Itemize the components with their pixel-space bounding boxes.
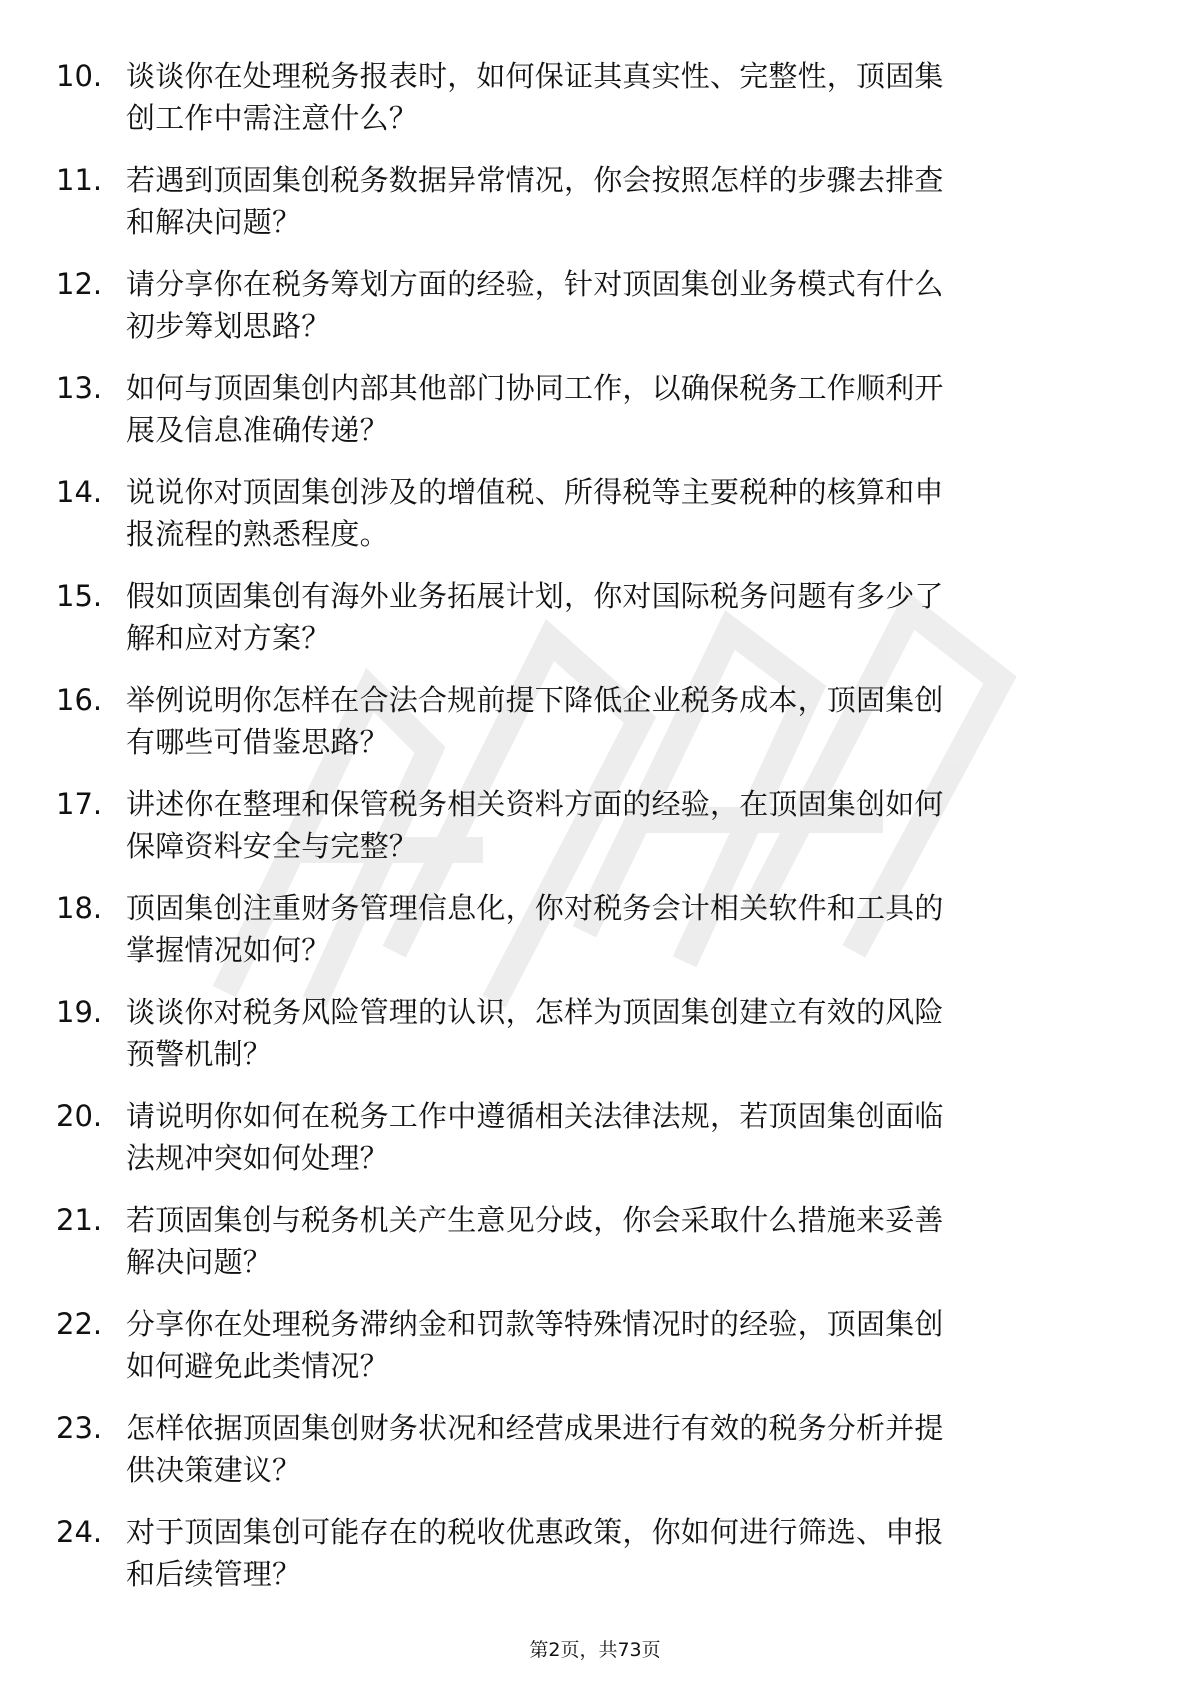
question-text-line2: 报流程的熟悉程度。	[126, 517, 389, 551]
question-item	[56, 367, 1136, 471]
question-item	[56, 1511, 1136, 1615]
question-number: 13.	[56, 371, 103, 405]
question-text-line1: 分享你在处理税务滞纳金和罚款等特殊情况时的经验，顶固集创	[126, 1307, 944, 1341]
question-text-line2: 掌握情况如何？	[126, 933, 331, 967]
question-number: 22.	[56, 1307, 103, 1341]
question-text-line2: 解和应对方案？	[126, 621, 331, 655]
question-text-line2: 预警机制？	[126, 1037, 273, 1071]
question-number: 20.	[56, 1099, 103, 1133]
question-text-line2: 供决策建议？	[126, 1453, 302, 1487]
question-text-line1: 请说明你如何在税务工作中遵循相关法律法规，若顶固集创面临	[126, 1099, 944, 1133]
question-number: 21.	[56, 1203, 103, 1237]
question-text-line1: 请分享你在税务筹划方面的经验，针对顶固集创业务模式有什么	[126, 267, 944, 301]
question-number: 11.	[56, 163, 103, 197]
question-item	[56, 1407, 1136, 1511]
question-number: 17.	[56, 787, 103, 821]
question-item	[56, 575, 1136, 679]
question-text-line2: 初步筹划思路？	[126, 309, 331, 343]
question-text-line2: 法规冲突如何处理？	[126, 1141, 389, 1175]
question-number: 24.	[56, 1515, 103, 1549]
question-item	[56, 1095, 1136, 1199]
question-text-line2: 和解决问题？	[126, 205, 302, 239]
question-number: 12.	[56, 267, 103, 301]
question-text-line1: 对于顶固集创可能存在的税收优惠政策，你如何进行筛选、申报	[126, 1515, 944, 1549]
question-text-line1: 若遇到顶固集创税务数据异常情况，你会按照怎样的步骤去排查	[126, 163, 944, 197]
question-text-line1: 说说你对顶固集创涉及的增值税、所得税等主要税种的核算和申	[126, 475, 944, 509]
question-number: 18.	[56, 891, 103, 925]
question-number: 16.	[56, 683, 103, 717]
question-text-line1: 讲述你在整理和保管税务相关资料方面的经验，在顶固集创如何	[126, 787, 944, 821]
question-number: 14.	[56, 475, 103, 509]
page-footer	[0, 1638, 1190, 1662]
question-item	[56, 783, 1136, 887]
question-item	[56, 887, 1136, 991]
question-text-line1: 如何与顶固集创内部其他部门协同工作，以确保税务工作顺利开	[126, 371, 944, 405]
question-text-line1: 若顶固集创与税务机关产生意见分歧，你会采取什么措施来妥善	[126, 1203, 944, 1237]
question-text-line1: 假如顶固集创有海外业务拓展计划，你对国际税务问题有多少了	[126, 579, 944, 613]
question-item	[56, 1303, 1136, 1407]
question-text-line1: 怎样依据顶固集创财务状况和经营成果进行有效的税务分析并提	[126, 1411, 944, 1445]
question-item	[56, 159, 1136, 263]
question-item	[56, 263, 1136, 367]
page-number-label: 第2页，共73页	[529, 1639, 661, 1661]
question-text-line2: 解决问题？	[126, 1245, 273, 1279]
question-text-line1: 谈谈你对税务风险管理的认识，怎样为顶固集创建立有效的风险	[126, 995, 944, 1029]
question-item	[56, 55, 1136, 159]
question-text-line2: 展及信息准确传递？	[126, 413, 389, 447]
question-item	[56, 991, 1136, 1095]
question-text-line2: 保障资料安全与完整？	[126, 829, 419, 863]
question-number: 15.	[56, 579, 103, 613]
question-text-line2: 创工作中需注意什么？	[126, 101, 419, 135]
question-text-line1: 谈谈你在处理税务报表时，如何保证其真实性、完整性，顶固集	[126, 59, 944, 93]
question-item	[56, 679, 1136, 783]
question-number: 19.	[56, 995, 103, 1029]
question-text-line1: 顶固集创注重财务管理信息化，你对税务会计相关软件和工具的	[126, 891, 944, 925]
question-text-line2: 有哪些可借鉴思路？	[126, 725, 389, 759]
question-list	[56, 55, 1136, 1615]
question-text-line1: 举例说明你怎样在合法合规前提下降低企业税务成本，顶固集创	[126, 683, 944, 717]
question-number: 10.	[56, 59, 103, 93]
question-number: 23.	[56, 1411, 103, 1445]
question-item	[56, 1199, 1136, 1303]
question-item	[56, 471, 1136, 575]
question-text-line2: 和后续管理？	[126, 1557, 302, 1591]
question-text-line2: 如何避免此类情况？	[126, 1349, 389, 1383]
